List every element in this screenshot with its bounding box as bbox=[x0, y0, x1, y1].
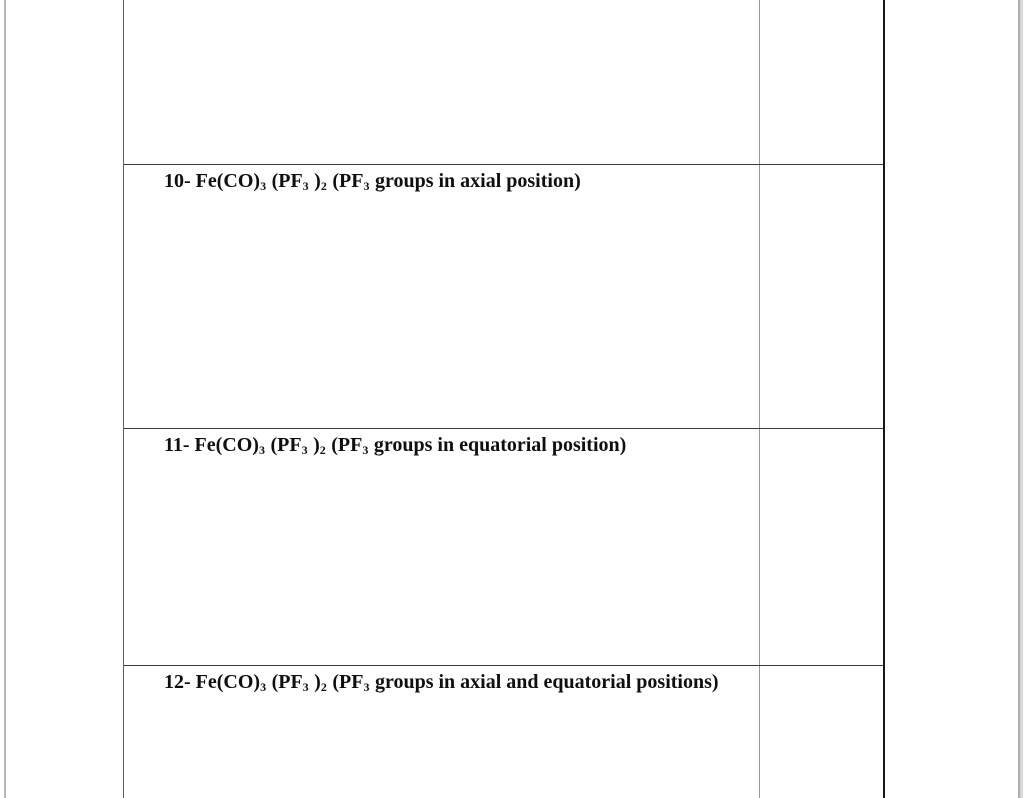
compound-label: 10- Fe(CO)3 (PF3 )2 (PF3 groups in axial position) bbox=[164, 170, 581, 193]
subscript: 3 bbox=[302, 680, 310, 694]
subscript: 3 bbox=[260, 680, 267, 694]
right-empty-cell[interactable] bbox=[760, 429, 883, 665]
subscript: 2 bbox=[320, 179, 328, 193]
right-empty-cell[interactable] bbox=[760, 165, 883, 428]
compound-label: 11- Fe(CO)3 (PF3 )2 (PF3 groups in equatorial position) bbox=[164, 434, 627, 457]
table-row-11 bbox=[124, 428, 883, 665]
table-row-10 bbox=[124, 164, 883, 428]
subscript: 3 bbox=[301, 443, 309, 457]
compound-text-cell[interactable] bbox=[124, 165, 760, 428]
subscript: 3 bbox=[258, 443, 266, 457]
subscript: 3 bbox=[362, 443, 369, 457]
compound-text-cell[interactable] bbox=[124, 666, 760, 798]
right-empty-cell[interactable] bbox=[760, 666, 883, 798]
page-right-edge-line bbox=[1018, 0, 1020, 798]
subscript: 3 bbox=[363, 680, 370, 694]
subscript: 2 bbox=[320, 680, 328, 694]
subscript: 2 bbox=[319, 443, 327, 457]
subscript: 3 bbox=[260, 179, 267, 193]
subscript: 3 bbox=[363, 179, 370, 193]
subscript: 3 bbox=[302, 179, 310, 193]
compounds-table bbox=[123, 0, 885, 798]
compound-text-cell[interactable] bbox=[124, 0, 760, 164]
page-left-edge-line bbox=[4, 0, 6, 798]
right-empty-cell[interactable] bbox=[760, 0, 883, 164]
table-row-12 bbox=[124, 665, 883, 798]
table-row-partial-top bbox=[124, 0, 883, 164]
compound-text-cell[interactable] bbox=[124, 429, 760, 665]
compound-label: 12- Fe(CO)3 (PF3 )2 (PF3 groups in axial and equatorial positions) bbox=[164, 671, 719, 694]
page-right-edge-outer-line bbox=[1020, 0, 1023, 798]
